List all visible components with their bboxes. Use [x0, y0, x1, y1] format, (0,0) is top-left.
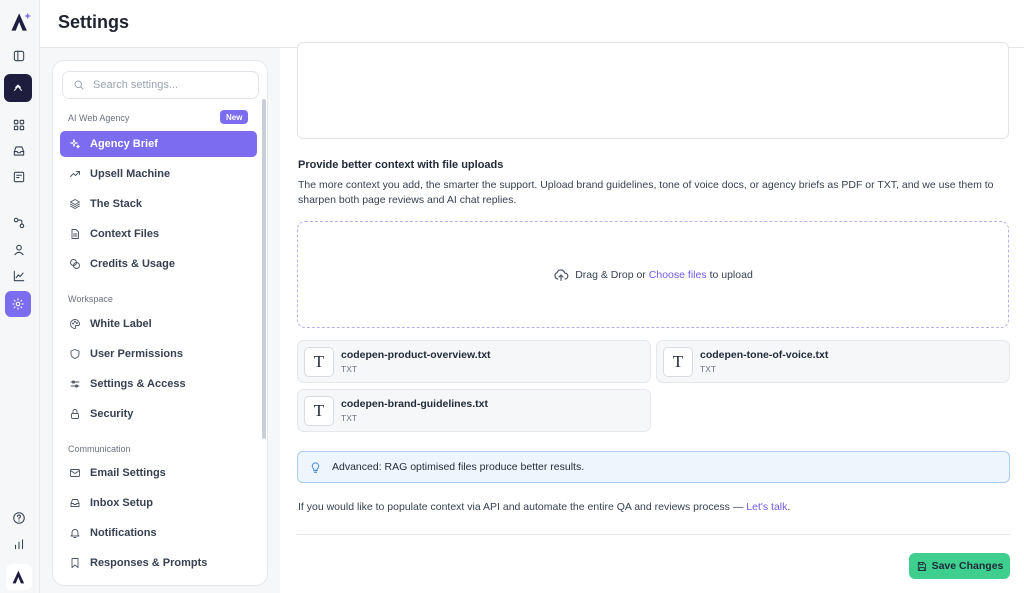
- sidebar-item-label: White Label: [90, 318, 152, 330]
- account-logo-icon[interactable]: [6, 564, 32, 590]
- shield-icon: [69, 348, 81, 360]
- user-icon[interactable]: [8, 239, 30, 261]
- divider: [297, 534, 1010, 535]
- save-changes-button[interactable]: [909, 553, 1010, 579]
- cloud-upload-icon: [553, 267, 569, 283]
- file-text-icon: [69, 228, 81, 240]
- file-name: codepen-tone-of-voice.txt: [700, 349, 829, 361]
- icon-rail: [0, 0, 40, 593]
- sidebar-item-label: The Stack: [90, 198, 142, 210]
- save-icon: [916, 561, 927, 572]
- choose-files-link[interactable]: Choose files: [648, 268, 707, 281]
- trend-up-icon: [69, 168, 81, 180]
- sidebar-item-label: User Permissions: [90, 348, 183, 360]
- page-title: Settings: [58, 12, 130, 32]
- sidebar-item-label: Notifications: [90, 527, 157, 539]
- lightbulb-icon: [309, 461, 322, 474]
- sidebar-item-label: Email Settings: [90, 467, 166, 479]
- api-context-note: [298, 501, 790, 513]
- sidebar-item-email-settings[interactable]: [60, 460, 257, 486]
- sidebar-item-settings-access[interactable]: [60, 371, 257, 397]
- tip-text: Advanced: RAG optimised files produce better results.: [332, 461, 585, 473]
- sidebar-item-security[interactable]: [60, 401, 257, 427]
- group-label-workspace: Workspace: [68, 294, 113, 304]
- sidebar-item-user-permissions[interactable]: [60, 341, 257, 367]
- file-type: TXT: [341, 413, 358, 423]
- bell-icon: [69, 527, 81, 539]
- workspace-home-icon[interactable]: [4, 74, 32, 102]
- text-file-icon: T: [304, 396, 334, 426]
- search-box[interactable]: [62, 71, 259, 99]
- file-dropzone[interactable]: [297, 221, 1009, 328]
- search-input[interactable]: [93, 79, 243, 91]
- page-header: [40, 0, 1024, 48]
- settings-gear-icon[interactable]: [5, 291, 31, 317]
- brief-textarea[interactable]: [297, 42, 1009, 139]
- inbox-icon: [69, 497, 81, 509]
- sidebar-item-label: Settings & Access: [90, 378, 186, 390]
- integrations-icon[interactable]: [8, 212, 30, 234]
- usage-bars-icon[interactable]: [8, 533, 30, 555]
- pages-icon[interactable]: [8, 166, 30, 188]
- sidebar-item-label: Agency Brief: [90, 138, 158, 150]
- sidebar-item-the-stack[interactable]: [60, 191, 257, 217]
- sidebar-item-credits-usage[interactable]: [60, 251, 257, 277]
- analytics-icon[interactable]: [8, 265, 30, 287]
- api-text: If you would like to populate context via API and automate the entire QA and reviews process —: [298, 501, 744, 513]
- sidebar-item-context-files[interactable]: [60, 221, 257, 247]
- sidebar-item-notifications[interactable]: [60, 520, 257, 546]
- lock-icon: [69, 408, 81, 420]
- file-card[interactable]: [297, 340, 651, 383]
- sidebar-item-label: Inbox Setup: [90, 497, 153, 509]
- sidebar-item-agency-brief[interactable]: [60, 131, 257, 157]
- palette-icon: [69, 318, 81, 330]
- sidebar-item-inbox-setup[interactable]: [60, 490, 257, 516]
- nav-scrollbar[interactable]: [262, 99, 266, 439]
- mail-icon: [69, 467, 81, 479]
- file-card[interactable]: [656, 340, 1010, 383]
- coins-icon: [69, 258, 81, 270]
- text-file-icon: T: [304, 347, 334, 377]
- save-label: Save Changes: [931, 560, 1004, 572]
- rag-tip-banner: [297, 451, 1010, 483]
- sidebar-item-label: Context Files: [90, 228, 160, 240]
- file-name: codepen-brand-guidelines.txt: [341, 398, 489, 410]
- group-label-communication: Communication: [68, 444, 131, 454]
- layers-icon: [69, 198, 81, 210]
- new-badge: New: [220, 110, 248, 124]
- sidebar-item-label: Security: [90, 408, 134, 420]
- sidebar-item-label: Responses & Prompts: [90, 557, 208, 569]
- text-file-icon: T: [663, 347, 693, 377]
- app-logo-icon[interactable]: [6, 8, 34, 36]
- file-type: TXT: [700, 364, 717, 374]
- dropzone-text: Drag & Drop or: [575, 268, 646, 281]
- group-label-ai-web-agency: AI Web Agency: [68, 113, 130, 123]
- main-content: [280, 48, 1024, 593]
- sidebar-item-white-label[interactable]: [60, 311, 257, 337]
- inbox-icon[interactable]: [8, 140, 30, 162]
- api-suffix: .: [787, 501, 791, 513]
- sliders-icon: [69, 378, 81, 390]
- dropzone-suffix: to upload: [709, 268, 753, 281]
- help-icon[interactable]: [8, 507, 30, 529]
- sparkles-icon: [69, 138, 81, 150]
- upload-section-description: The more context you add, the smarter the support. Upload brand guidelines, tone of voice docs, or agency briefs as PDF or TXT, and we use them to sharpen both page reviews and AI chat replies.: [298, 179, 994, 206]
- dashboard-grid-icon[interactable]: [8, 114, 30, 136]
- file-name: codepen-product-overview.txt: [341, 349, 491, 361]
- sidebar-item-responses-prompts[interactable]: [60, 550, 257, 576]
- bookmark-icon: [69, 557, 81, 569]
- sidebar-item-label: Credits & Usage: [90, 258, 175, 270]
- sidebar-toggle-icon[interactable]: [8, 45, 30, 67]
- lets-talk-link[interactable]: Let's talk: [746, 501, 788, 513]
- settings-nav: [52, 60, 268, 586]
- sidebar-item-label: Upsell Machine: [90, 168, 171, 180]
- sidebar-item-upsell-machine[interactable]: [60, 161, 257, 187]
- file-card[interactable]: [297, 389, 651, 432]
- search-icon: [73, 79, 85, 91]
- file-type: TXT: [341, 364, 358, 374]
- upload-section-title: Provide better context with file uploads: [298, 159, 504, 171]
